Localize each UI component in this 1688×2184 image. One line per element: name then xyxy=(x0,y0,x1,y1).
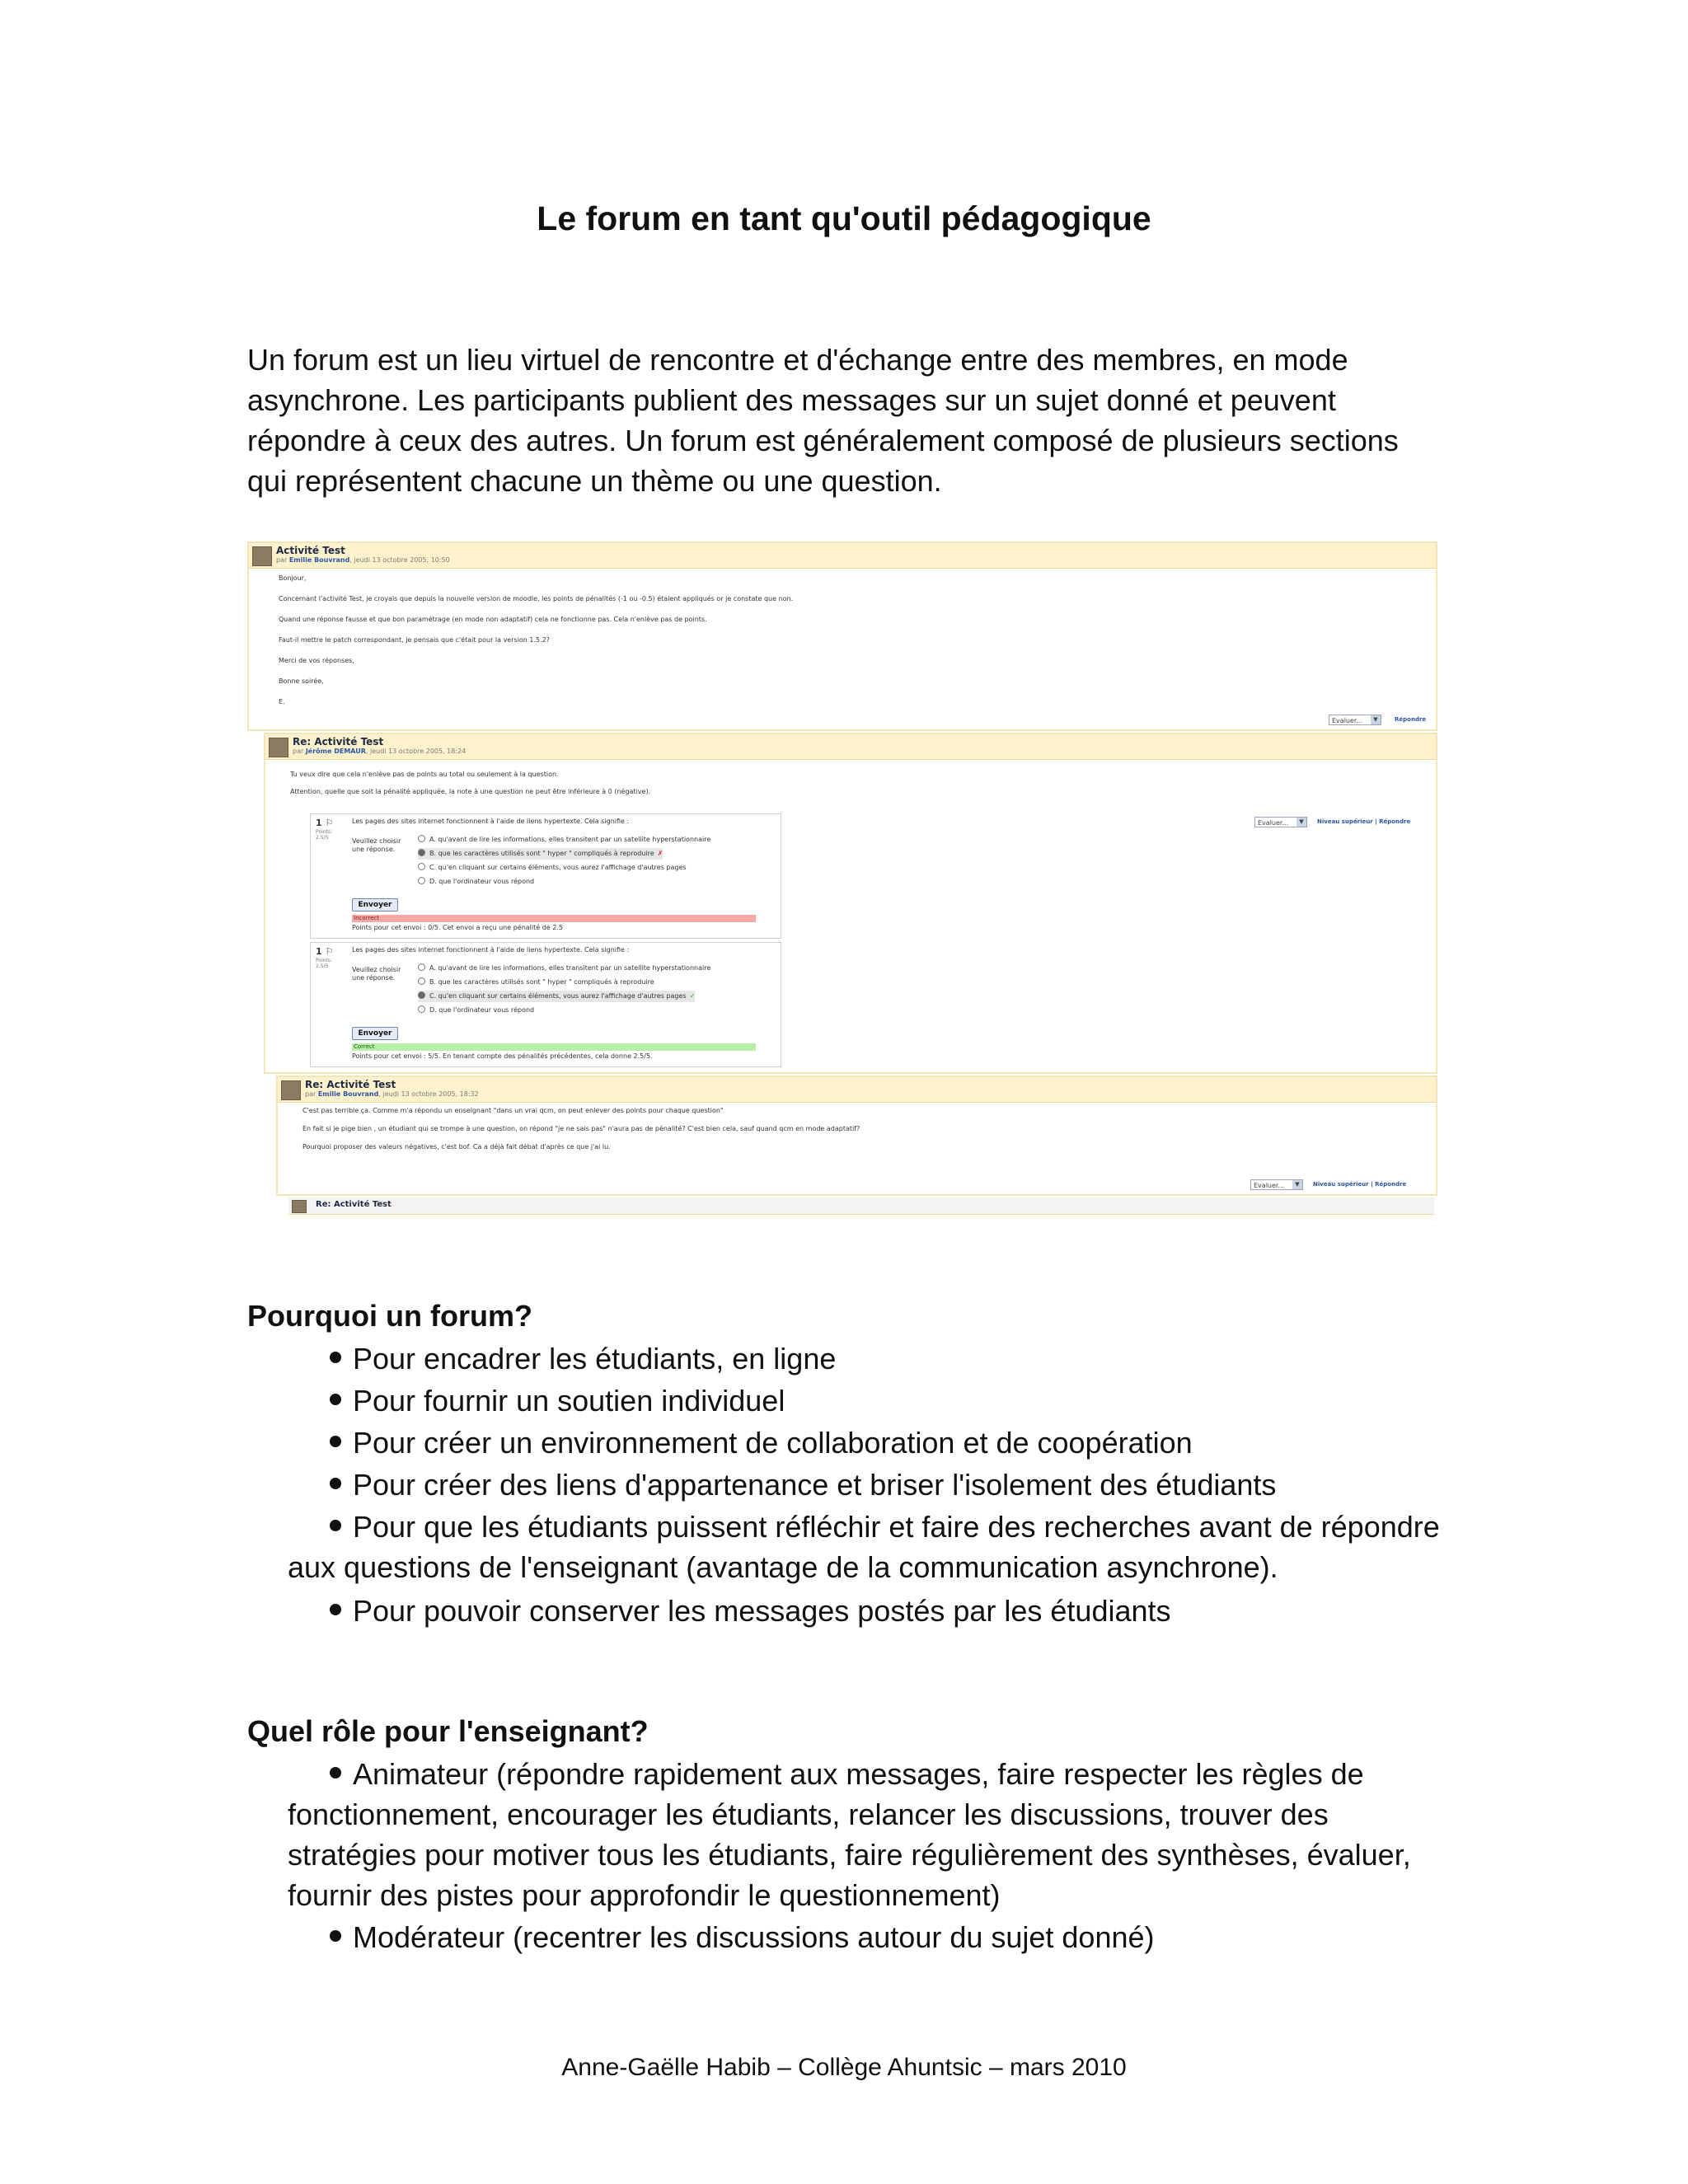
answer-option-selected[interactable]: B. que les caractères utilisés sont " hyper " compliqués à reproduire ✗ xyxy=(418,848,663,860)
rating-select[interactable]: Evaluer... ▼ xyxy=(1250,1179,1303,1190)
question-number: 1 ⚐ xyxy=(316,946,334,957)
question-instruction: Veuillez choisir une réponse. xyxy=(352,966,401,982)
chevron-down-icon: ▼ xyxy=(1296,818,1306,827)
post-header xyxy=(249,543,1436,569)
radio-icon xyxy=(418,1005,425,1013)
post-line: Faut-il mettre le patch correspondant, je pensais que c'était pour la version 1.5.2? xyxy=(279,636,551,644)
bullet-icon xyxy=(330,1478,341,1489)
page-footer: Anne-Gaëlle Habib – Collège Ahuntsic – mars 2010 xyxy=(561,2054,1127,2081)
post-line: C'est pas terrible ça. Comme m'a répondu un enseignant "dans un vrai qcm, on peut enlever des points pour chaque question" xyxy=(302,1107,724,1114)
answer-option[interactable]: A. qu'avant de lire les informations, elles transitent par un satellite hyperstationnaire xyxy=(418,963,710,974)
wrong-mark-icon: ✗ xyxy=(657,850,663,857)
radio-icon xyxy=(418,977,425,985)
forum-post-reply xyxy=(264,733,1437,1074)
post-line: Quand une réponse fausse et que bon paramétrage (en mode non adaptatif) cela ne fonctionne pas. Cela n'enlève pas de points. xyxy=(279,616,707,623)
post-header xyxy=(288,1197,1434,1215)
forum-post-collapsed xyxy=(288,1197,1434,1214)
radio-selected-icon xyxy=(418,991,425,999)
post-line: En fait si je pige bien , un étudiant qui se trompe à une question, on répond "je ne sais pas" n'aura pas de pénalité? C'est bien cela, sauf quand qcm en mode adaptatif? xyxy=(302,1125,860,1132)
post-line: Concernant l'activité Test, je croyais que depuis la nouvelle version de moodle, les points de pénalités (-1 ou -0.5) étaient appliqués or je constate que non. xyxy=(279,595,794,602)
post-subject: Re: Activité Test xyxy=(293,736,384,748)
answer-option[interactable]: B. que les caractères utilisés sont " hyper " compliqués à reproduire xyxy=(418,977,654,988)
points-text: Points pour cet envoi : 0/5. Cet envoi a reçu une pénalité de 2.5 xyxy=(352,924,563,931)
bullet-icon xyxy=(330,1520,341,1531)
avatar xyxy=(269,738,288,757)
list-item: Pour fournir un soutien individuel xyxy=(330,1380,785,1421)
forum-post-original xyxy=(247,541,1437,731)
question-text: Les pages des sites internet fonctionnent à l'aide de liens hypertexte. Cela signifie : xyxy=(352,946,630,954)
post-byline: par Jérôme DEMAUR, jeudi 13 octobre 2005, 18:24 xyxy=(293,748,467,755)
points-text: Points pour cet envoi : 5/5. En tenant compte des pénalités précédentes, cela donne 2.5/5. xyxy=(352,1052,653,1060)
reply-link[interactable]: Répondre xyxy=(1395,716,1427,723)
question-number: 1 ⚐ xyxy=(316,818,334,828)
question-marks: Points: 2.5/5 xyxy=(316,958,333,969)
avatar xyxy=(252,546,272,566)
post-subject: Activité Test xyxy=(276,545,345,556)
answer-option[interactable]: C. qu'en cliquant sur certains éléments, vous aurez l'affichage d'autres pages xyxy=(418,862,687,874)
bullet-icon xyxy=(330,1604,341,1615)
intro-paragraph: Un forum est un lieu virtuel de rencontre et d'échange entre des membres, en mode asynchrone. Les participants publient des messages sur un sujet donné et peuvent répondre à ceux des autres. Un forum est généralement composé de plusieurs sections qui représentent chacune un thème ou une question. xyxy=(247,343,1399,498)
question-instruction: Veuillez choisir une réponse. xyxy=(352,837,401,853)
feedback-incorrect: Incorrect xyxy=(352,915,756,922)
post-header xyxy=(278,1077,1436,1103)
forum-screenshot xyxy=(247,541,1438,1217)
chevron-down-icon: ▼ xyxy=(1371,715,1381,724)
avatar xyxy=(292,1200,307,1213)
reply-links[interactable]: Niveau supérieur | Répondre xyxy=(1317,818,1411,825)
list-item: Pour créer des liens d'appartenance et briser l'isolement des étudiants xyxy=(330,1465,1276,1505)
radio-selected-icon xyxy=(418,849,425,856)
check-mark-icon: ✓ xyxy=(689,992,696,1000)
submit-button[interactable]: Envoyer xyxy=(352,1027,398,1040)
radio-icon xyxy=(418,835,425,842)
avatar xyxy=(281,1080,301,1100)
question-text: Les pages des sites internet fonctionnent à l'aide de liens hypertexte. Cela signifie : xyxy=(352,818,630,825)
quiz-question xyxy=(310,942,781,1067)
question-marks: Points: 2.5/5 xyxy=(316,829,333,841)
bullet-icon xyxy=(330,1352,341,1363)
chevron-down-icon: ▼ xyxy=(1292,1180,1302,1189)
post-line: Bonne soirée, xyxy=(279,677,324,685)
list-item: Pour encadrer les étudiants, en ligne xyxy=(330,1338,836,1379)
submit-button[interactable]: Envoyer xyxy=(352,898,398,912)
page-title: Le forum en tant qu'outil pédagogique xyxy=(537,199,1151,237)
answer-option[interactable]: D. que l'ordinateur vous répond xyxy=(418,876,534,888)
radio-icon xyxy=(418,863,425,870)
section-heading: Quel rôle pour l'enseignant? xyxy=(247,1714,649,1748)
radio-icon xyxy=(418,877,425,884)
rating-select[interactable]: Evaluer... ▼ xyxy=(1329,715,1381,725)
rating-select[interactable]: Evaluer... ▼ xyxy=(1254,817,1307,827)
bullet-icon xyxy=(330,1394,341,1405)
list-item: Animateur (répondre rapidement aux messages, faire respecter les règles de fonctionnement, encourager les étudiants, relancer les discussions, trouver des stratégies pour motiver tous les étudiants, faire régulièrement des synthèses, évaluer, fournir des pistes pour approfondir le questionnement) xyxy=(288,1757,1411,1912)
post-line: Pourquoi proposer des valeurs négatives, c'est bof. Ca a déjà fait débat d'après ce que j'ai lu. xyxy=(302,1143,611,1151)
list-item: Pour pouvoir conserver les messages postés par les étudiants xyxy=(330,1591,1171,1631)
post-header xyxy=(265,734,1436,760)
answer-option-selected[interactable]: C. qu'en cliquant sur certains éléments, vous aurez l'affichage d'autres pages ✓ xyxy=(418,991,695,1002)
list-item: Modérateur (recentrer les discussions autour du sujet donné) xyxy=(330,1917,1155,1957)
list-item: Pour que les étudiants puissent réfléchir et faire des recherches avant de répondre aux questions de l'enseignant (avantage de la communication asynchrone). xyxy=(288,1510,1440,1584)
post-line: Bonjour, xyxy=(279,574,307,582)
section-heading: Pourquoi un forum? xyxy=(247,1299,532,1333)
forum-post-reply xyxy=(276,1076,1437,1196)
post-author[interactable]: Emilie Bouvrand xyxy=(317,1090,379,1098)
bullet-icon xyxy=(330,1436,341,1447)
post-byline: par Emilie Bouvrand, jeudi 13 octobre 2005, 10:50 xyxy=(276,556,450,564)
bullet-icon xyxy=(330,1767,341,1779)
feedback-correct: Correct xyxy=(352,1043,756,1051)
answer-option[interactable]: A. qu'avant de lire les informations, elles transitent par un satellite hyperstationnaire xyxy=(418,834,710,846)
radio-icon xyxy=(418,963,425,971)
post-byline: par Emilie Bouvrand, jeudi 13 octobre 2005, 18:32 xyxy=(305,1090,479,1098)
quiz-question xyxy=(310,813,781,939)
answer-option[interactable]: D. que l'ordinateur vous répond xyxy=(418,1005,534,1016)
flag-icon: ⚐ xyxy=(325,946,334,957)
post-author[interactable]: Jérôme DEMAUR xyxy=(305,748,366,755)
list-item: Pour créer un environnement de collaboration et de coopération xyxy=(330,1422,1193,1463)
post-line: Merci de vos réponses, xyxy=(279,657,354,664)
post-subject[interactable]: Re: Activité Test xyxy=(316,1200,392,1209)
post-line: E. xyxy=(279,698,285,705)
post-line: Tu veux dire que cela n'enlève pas de points au total ou seulement à la question. xyxy=(290,771,559,778)
reply-links[interactable]: Niveau supérieur | Répondre xyxy=(1313,1181,1407,1188)
post-author[interactable]: Emilie Bouvrand xyxy=(288,556,350,564)
post-subject: Re: Activité Test xyxy=(305,1079,396,1090)
flag-icon: ⚐ xyxy=(325,818,334,828)
post-line: Attention, quelle que soit la pénalité appliquée, la note à une question ne peut être inférieure à 0 (négative). xyxy=(290,788,651,795)
bullet-icon xyxy=(330,1930,341,1942)
